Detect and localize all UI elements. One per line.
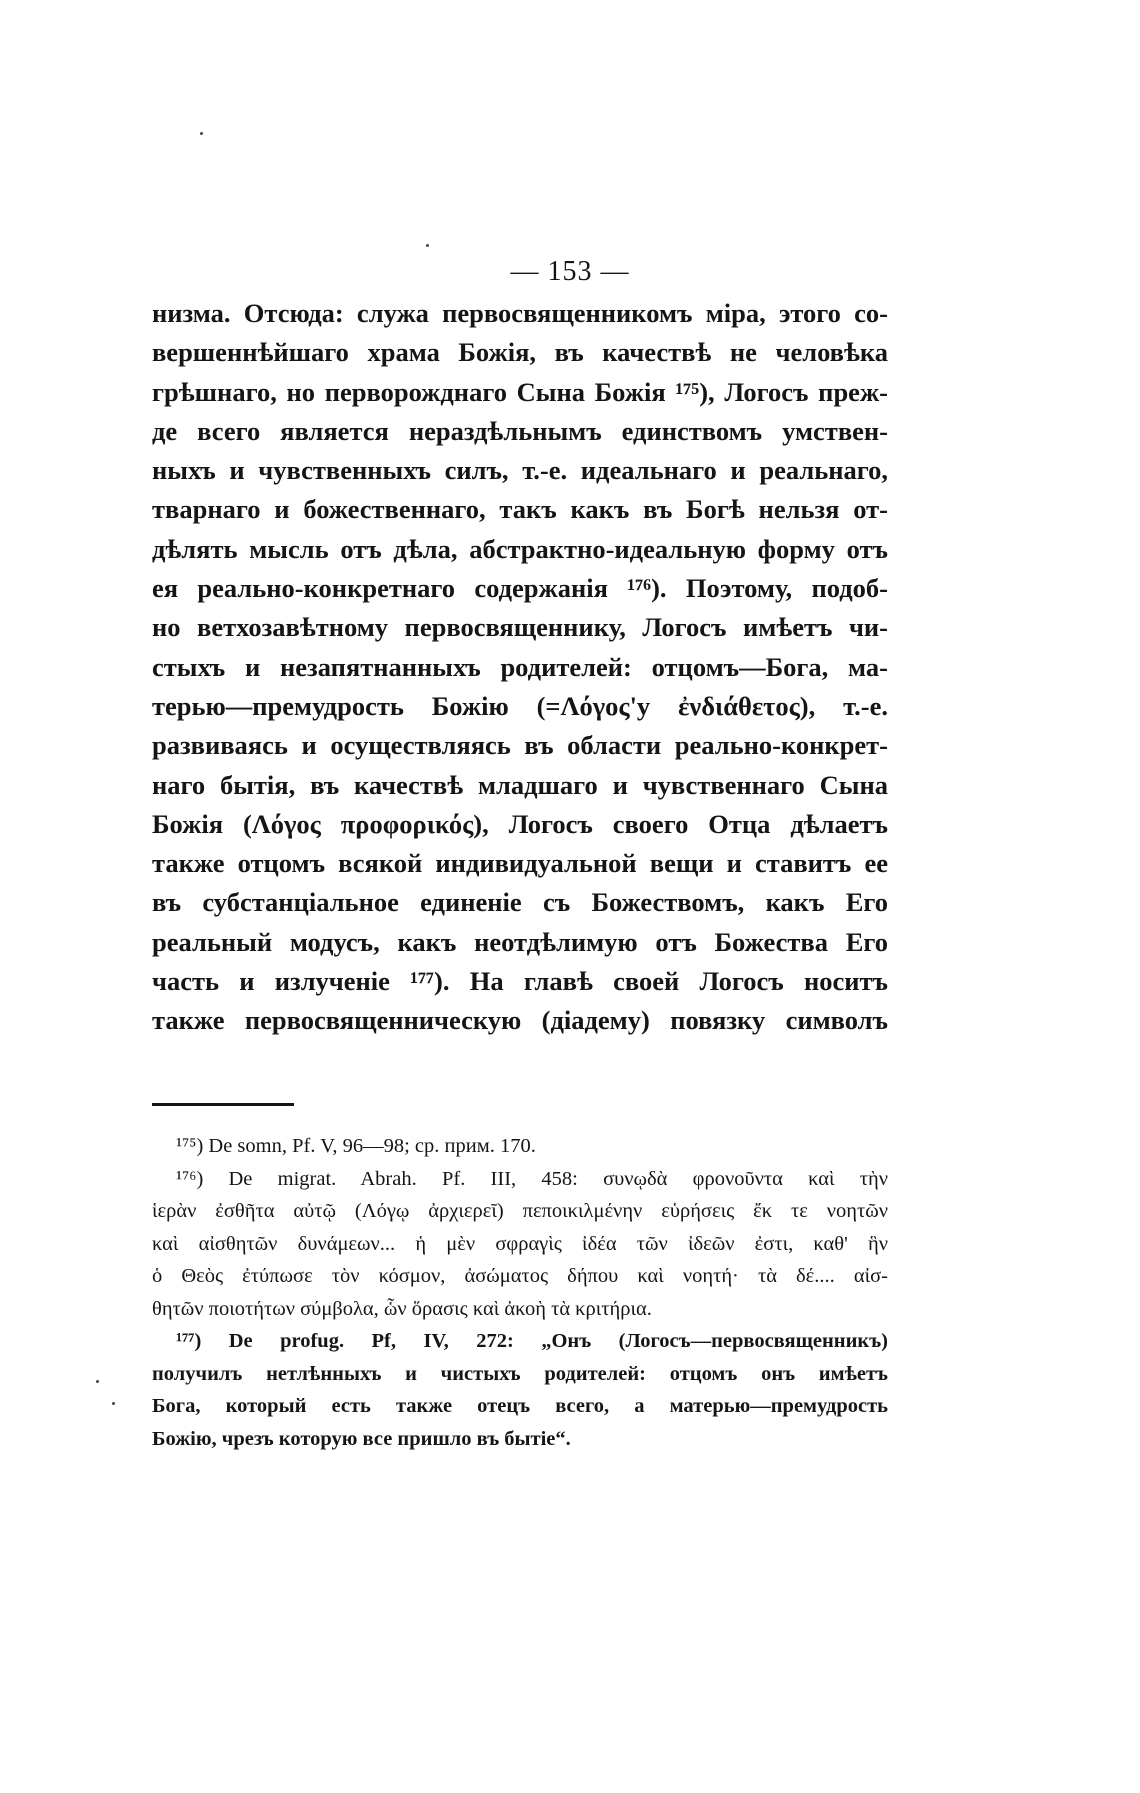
footnote-line: Бога, который есть также отецъ всего, а матерью—премудрость — [152, 1395, 888, 1417]
text-line: де всего является нераздѣльнымъ единствомъ умствен- — [152, 415, 888, 446]
footnote-line: ὁ Θεὸς ἐτύπωσε τὸν κόσμον, ἀσώματος δήπου καὶ νοητή· τὰ δέ.... αἰσ- — [152, 1265, 888, 1287]
text-line: тварнаго и божественнаго, такъ какъ въ Богѣ нельзя от- — [152, 494, 888, 525]
scan-speck — [200, 132, 203, 135]
footnote-line: Божію, чрезъ которую все пришло въ бытіе“. — [152, 1427, 571, 1450]
footnote-177: ¹⁷⁷) De profug. Pf, IV, 272: „Онъ (Логосъ—первосвященникъ) — [176, 1330, 888, 1352]
text-line: развиваясь и осуществляясь въ области реально-конкрет- — [152, 730, 888, 761]
text-line: но ветхозавѣтному первосвященнику, Логосъ имѣетъ чи- — [152, 612, 888, 643]
text-line: вершеннѣйшаго храма Божія, въ качествѣ не человѣка — [152, 337, 888, 368]
text-line: наго бытія, въ качествѣ младшаго и чувственнаго Сына — [152, 769, 888, 800]
text-line: ныхъ и чувственныхъ силъ, т.-е. идеальнаго и реальнаго, — [152, 455, 888, 486]
text-line: стыхъ и незапятнанныхъ родителей: отцомъ—Бога, ма- — [152, 651, 888, 682]
footnote-176: ¹⁷⁶) De migrat. Abrah. Pf. III, 458: συνῳδὰ φρονοῦντα καὶ τὴν — [176, 1167, 888, 1190]
scan-speck — [96, 1380, 99, 1383]
footnote-line: θητῶν ποιοτήτων σύμβολα, ὧν ὅρασις καὶ ἀκοὴ τὰ κριτήρια. — [152, 1297, 652, 1320]
text-line: ея реально-конкретнаго содержанія ¹⁷⁶). Поэтому, подоб- — [152, 573, 888, 604]
scan-speck — [426, 244, 429, 247]
footnote-175: ¹⁷⁵) De somn, Pf. V, 96—98; ср. прим. 170. — [176, 1135, 536, 1157]
text-line: въ субстанціальное единеніе съ Божествомъ, какъ Его — [152, 887, 888, 918]
footnote-line: καὶ αἰσθητῶν δυνάμεων... ἡ μὲν σφραγὶς ἰδέα τῶν ἰδεῶν ἐστι, καθ' ἣν — [152, 1232, 888, 1255]
text-line: грѣшнаго, но перворожднаго Сына Божія ¹⁷⁵), Логосъ преж- — [152, 376, 888, 407]
text-line: реальный модусъ, какъ неотдѣлимую отъ Божества Его — [152, 926, 888, 957]
footnote-separator-rule — [152, 1103, 294, 1106]
text-line: низма. Отсюда: служа первосвященникомъ міра, этого со- — [152, 298, 888, 328]
footnotes-block — [152, 1130, 888, 1455]
scan-speck — [112, 1402, 115, 1405]
page-number: — 153 — — [510, 256, 630, 287]
footnote-line: ἱερὰν ἐσθῆτα αὐτῷ (Λόγῳ ἀρχιερεῖ) πεποικιλμένην εὑρήσεις ἔκ τε νοητῶν — [152, 1200, 888, 1222]
text-line: также отцомъ всякой индивидуальной вещи и ставитъ ее — [152, 848, 888, 879]
footnote-line: получилъ нетлѣнныхъ и чистыхъ родителей: отцомъ онъ имѣетъ — [152, 1362, 888, 1385]
text-line: Божія (Λόγος προφορικός), Логосъ своего Отца дѣлаетъ — [152, 808, 888, 839]
main-text-block — [152, 294, 888, 1041]
text-line: также первосвященническую (діадему) повязку символъ — [152, 1005, 888, 1036]
text-line: терью—премудрость Божію (=Λόγος'у ἐνδιάθετος), т.-е. — [152, 690, 888, 721]
text-line: часть и излученіе ¹⁷⁷). На главѣ своей Логосъ носитъ — [152, 966, 888, 997]
text-line: дѣлять мысль отъ дѣла, абстрактно-идеальную форму отъ — [152, 533, 888, 564]
